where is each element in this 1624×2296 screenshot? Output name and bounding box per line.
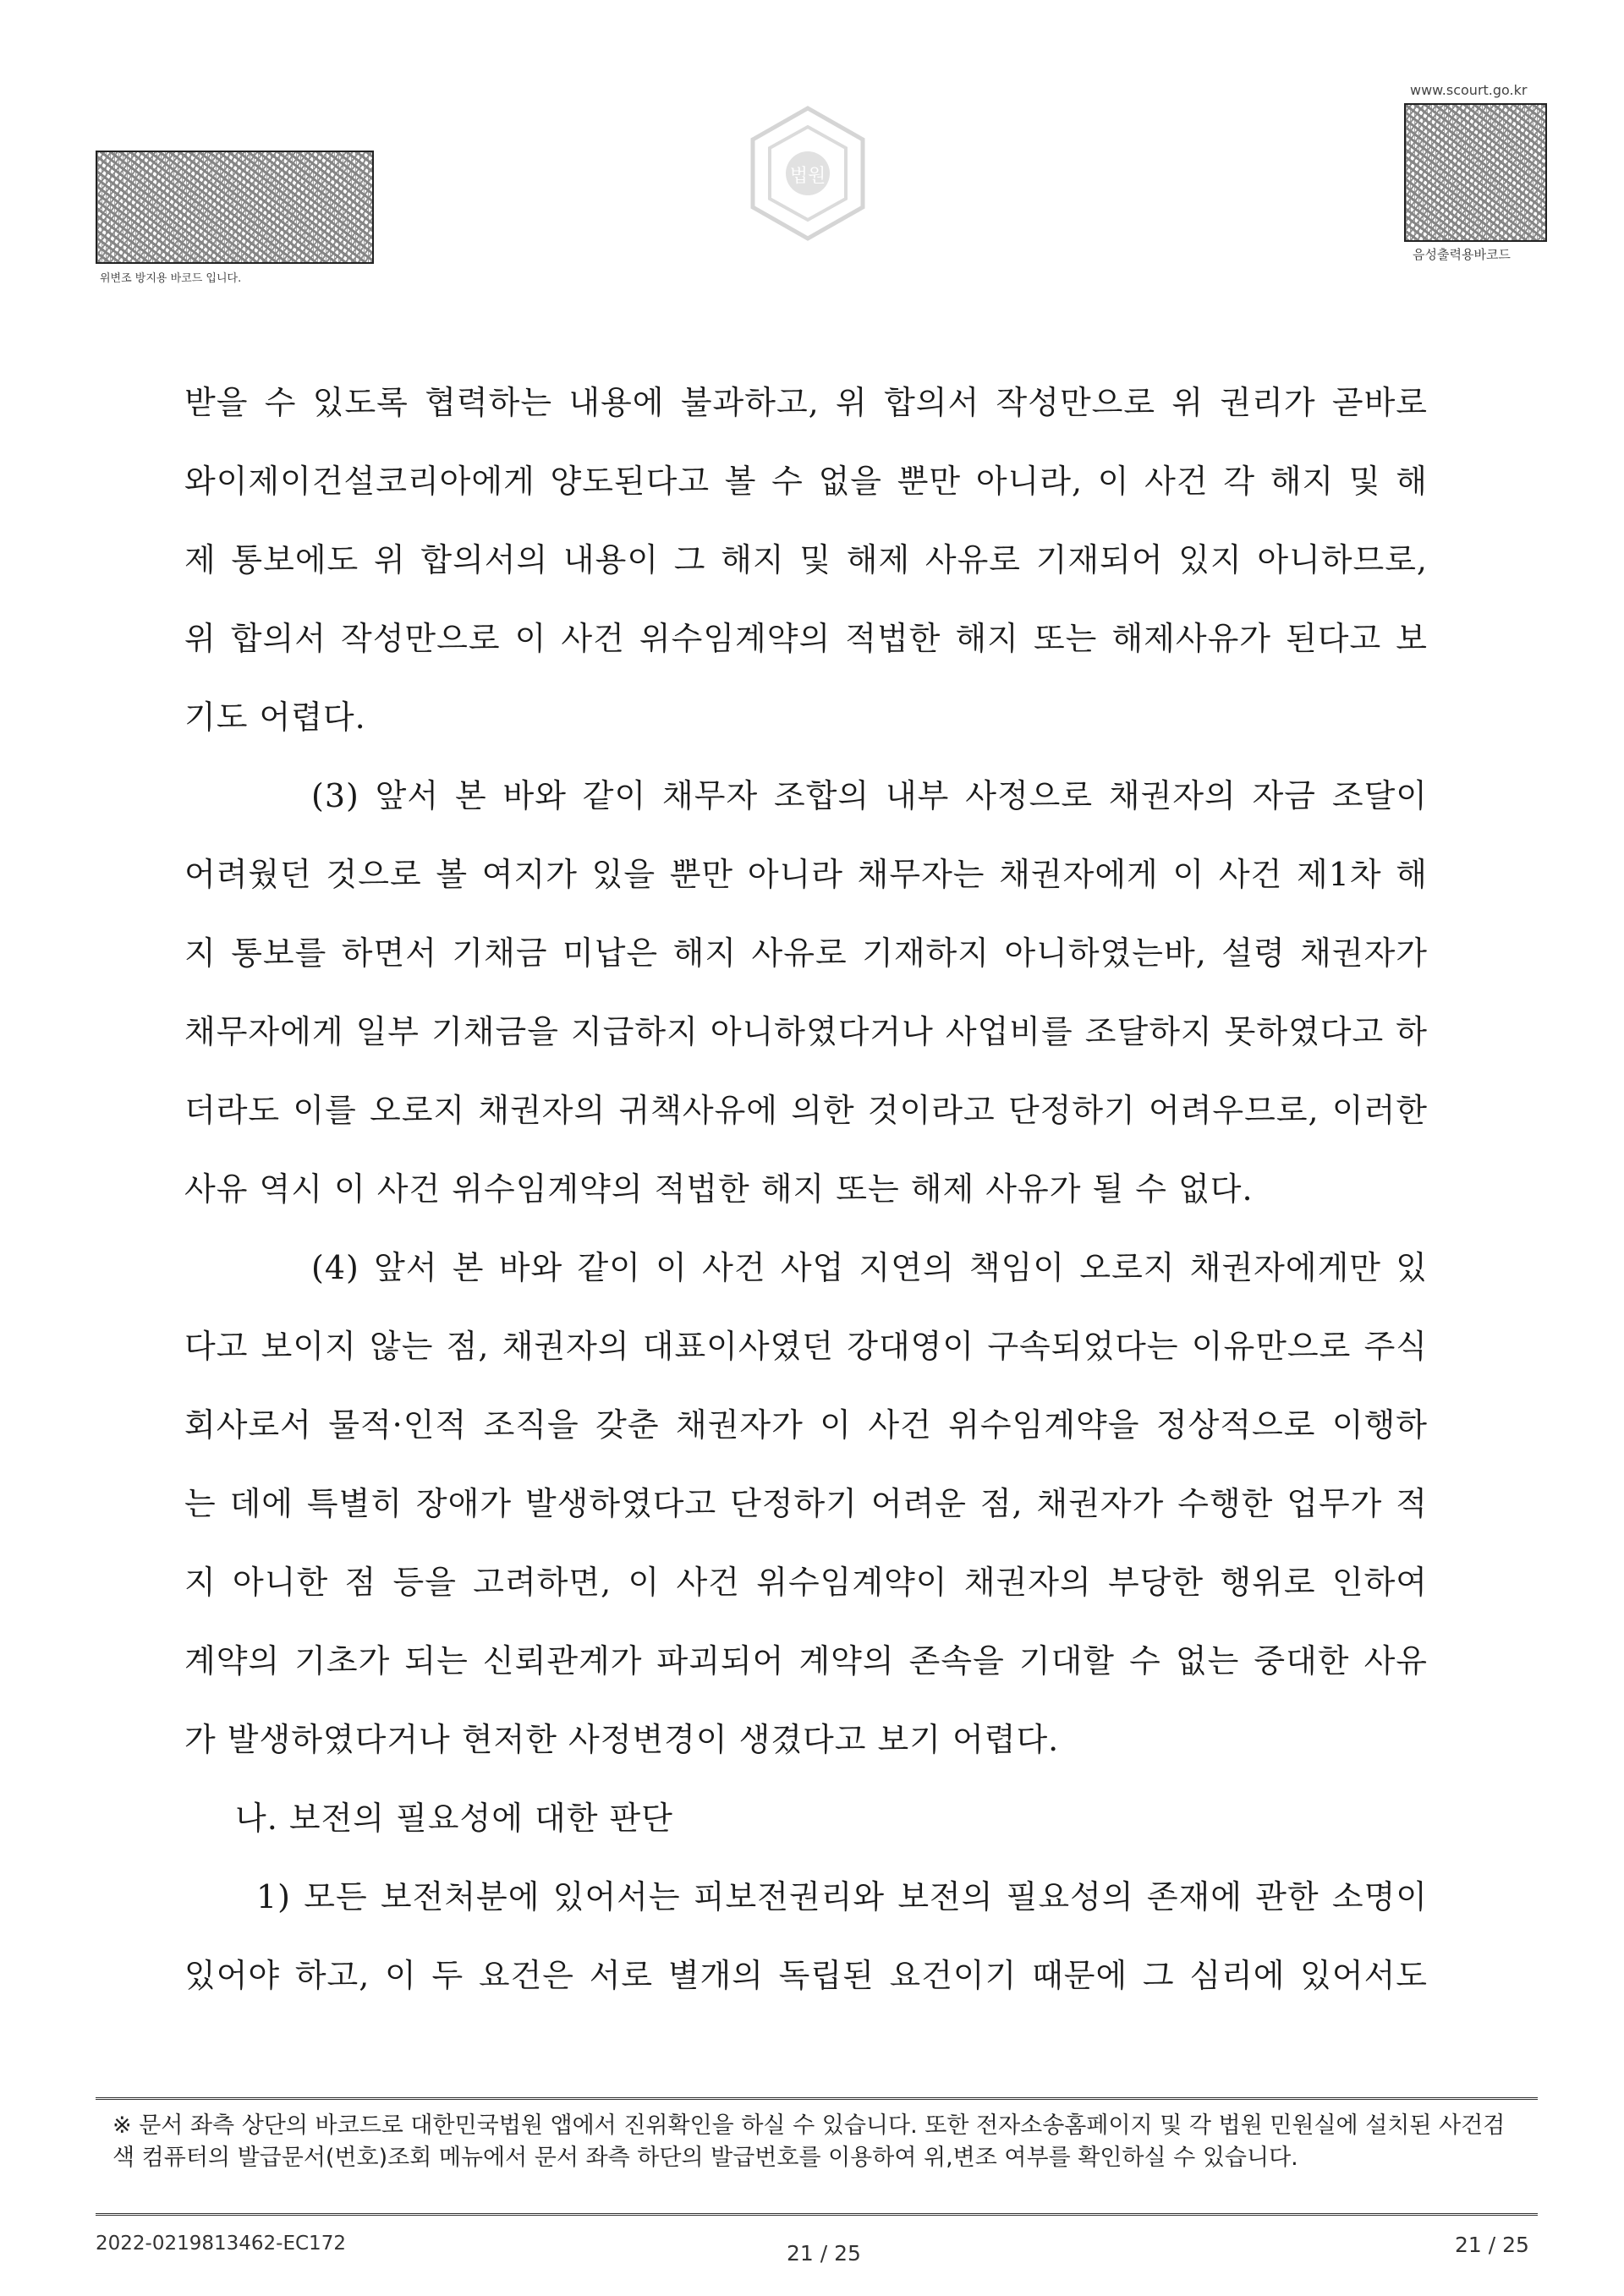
section-heading: 나. 보전의 필요성에 대한 판단: [235, 1800, 673, 1837]
text-line: 지 통보를 하면서 기채금 미납은 해지 사유로 기재하지 아니하였는바, 설령 채권자가: [184, 934, 1428, 972]
left-barcode-caption: 위변조 방지용 바코드 입니다.: [100, 272, 242, 285]
text-line: (4) 앞서 본 바와 같이 이 사건 사업 지연의 책임이 오로지 채권자에게만 있: [311, 1249, 1428, 1286]
court-emblem-icon: [736, 101, 880, 245]
text-line: 1) 모든 보전처분에 있어서는 피보전권리와 보전의 필요성의 존재에 관한 소명이: [256, 1878, 1428, 1915]
text-line: 어려웠던 것으로 볼 여지가 있을 뿐만 아니라 채무자는 채권자에게 이 사건 제1차 해: [184, 856, 1428, 893]
text-line: 받을 수 있도록 협력하는 내용에 불과하고, 위 합의서 작성만으로 위 권리가 곧바로: [184, 384, 1428, 421]
audio-output-barcode: [1404, 103, 1547, 242]
anti-forgery-barcode: [96, 151, 374, 264]
page-number-center: 21 / 25: [787, 2241, 861, 2266]
text-line: 기도 어렵다.: [184, 699, 366, 736]
body-text: [184, 364, 1428, 2015]
text-line: 는 데에 특별히 장애가 발생하였다고 단정하기 어려운 점, 채권자가 수행한 업무가 적: [184, 1485, 1428, 1522]
text-line: 와이제이건설코리아에게 양도된다고 볼 수 없을 뿐만 아니라, 이 사건 각 해지 및 해: [184, 463, 1428, 500]
text-line: 회사로서 물적·인적 조직을 갖춘 채권자가 이 사건 위수임계약을 정상적으로 이행하: [184, 1406, 1428, 1444]
text-line: 다고 보이지 않는 점, 채권자의 대표이사였던 강대영이 구속되었다는 이유만으로 주식: [184, 1328, 1428, 1365]
page-number-right: 21 / 25: [1455, 2233, 1529, 2257]
text-line: 채무자에게 일부 기채금을 지급하지 아니하였다거나 사업비를 조달하지 못하였다고 하: [184, 1013, 1428, 1050]
site-url: www.scourt.go.kr: [1410, 82, 1528, 98]
svg-text:법원: 법원: [789, 166, 826, 187]
verification-notice: ※ 문서 좌측 상단의 바코드로 대한민국법원 앱에서 진위확인을 하실 수 있습니다. 또한 전자소송홈페이지 및 각 법원 민원실에 설치된 사건검색 컴퓨터의 발급문서(번호)조회 메뉴에서 문서 좌측 하단의 발급번호를 이용하여 위,변조 여부를 확인하실 수 있습니다.: [96, 2097, 1538, 2216]
right-barcode-caption: 음성출력용바코드: [1413, 247, 1511, 262]
text-line: 지 아니한 점 등을 고려하면, 이 사건 위수임계약이 채권자의 부당한 행위로 인하여: [184, 1564, 1428, 1601]
text-line: (3) 앞서 본 바와 같이 채무자 조합의 내부 사정으로 채권자의 자금 조달이: [311, 777, 1428, 814]
text-line: 더라도 이를 오로지 채권자의 귀책사유에 의한 것이라고 단정하기 어려우므로, 이러한: [184, 1092, 1428, 1129]
document-issue-number: 2022-0219813462-EC172: [96, 2233, 346, 2255]
text-line: 있어야 하고, 이 두 요건은 서로 별개의 독립된 요건이기 때문에 그 심리에 있어서도: [184, 1957, 1428, 1994]
text-line: 위 합의서 작성만으로 이 사건 위수임계약의 적법한 해지 또는 해제사유가 된다고 보: [184, 620, 1428, 657]
text-line: 계약의 기초가 되는 신뢰관계가 파괴되어 계약의 존속을 기대할 수 없는 중대한 사유: [184, 1642, 1428, 1680]
text-line: 사유 역시 이 사건 위수임계약의 적법한 해지 또는 해제 사유가 될 수 없다.: [184, 1170, 1254, 1208]
text-line: 가 발생하였다거나 현저한 사정변경이 생겼다고 보기 어렵다.: [184, 1721, 1060, 1758]
text-line: 제 통보에도 위 합의서의 내용이 그 해지 및 해제 사유로 기재되어 있지 아니하므로,: [184, 541, 1428, 578]
